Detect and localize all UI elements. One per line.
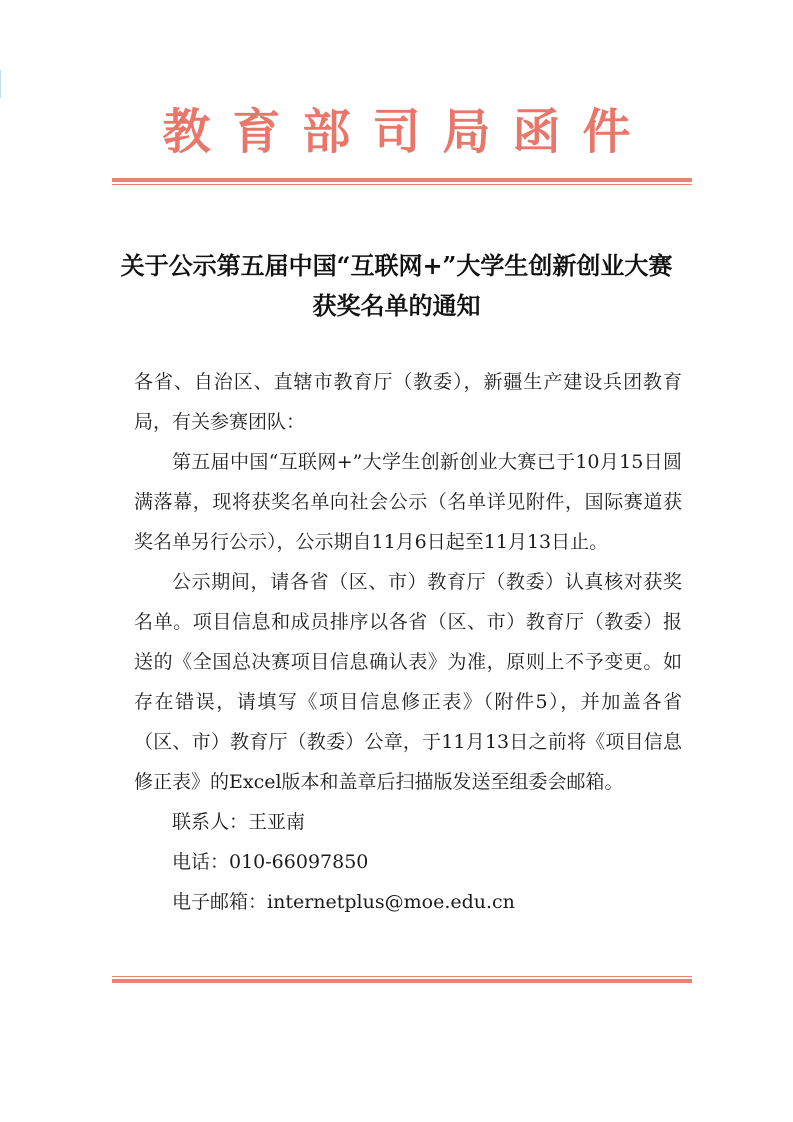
contact-phone: 电话：010-66097850 (172, 851, 369, 873)
letterhead-top-rule (112, 178, 692, 185)
notice-title-line-2: 获奖名单的通知 (312, 291, 481, 320)
letterhead-title: 教育部司局函件 (162, 104, 653, 160)
salutation: 各省、自治区、直辖市教育厅（教委），新疆生产建设兵团教育局，有关参赛团队： (134, 371, 682, 433)
notice-title (0, 246, 793, 326)
body-paragraph-1: 第五届中国“互联网+”大学生创新创业大赛已于10月15日圆满落幕，现将获奖名单向社会公示（名单详见附件，国际赛道获奖名单另行公示），公示期自11月6日起至11月13日止。 (134, 451, 682, 553)
footer-rule (112, 976, 692, 983)
notice-title-line-1: 关于公示第五届中国“互联网+”大学生创新创业大赛 (120, 251, 673, 280)
scan-edge-mark (0, 70, 7, 98)
contact-person: 联系人：王亚南 (172, 811, 306, 833)
notice-body (134, 362, 682, 922)
body-paragraph-2: 公示期间，请各省（区、市）教育厅（教委）认真核对获奖名单。项目信息和成员排序以各省（区、市）教育厅（教委）报送的《全国总决赛项目信息确认表》为准，原则上不予变更。如存在错误，请填写《项目信息修正表》（附件5），并加盖各省（区、市）教育厅（教委）公章，于11月13日之前将《项目信息修正表》的Excel版本和盖章后扫描版发送至组委会邮箱。 (134, 571, 682, 793)
contact-email: 电子邮箱：internetplus@moe.edu.cn (172, 891, 515, 913)
